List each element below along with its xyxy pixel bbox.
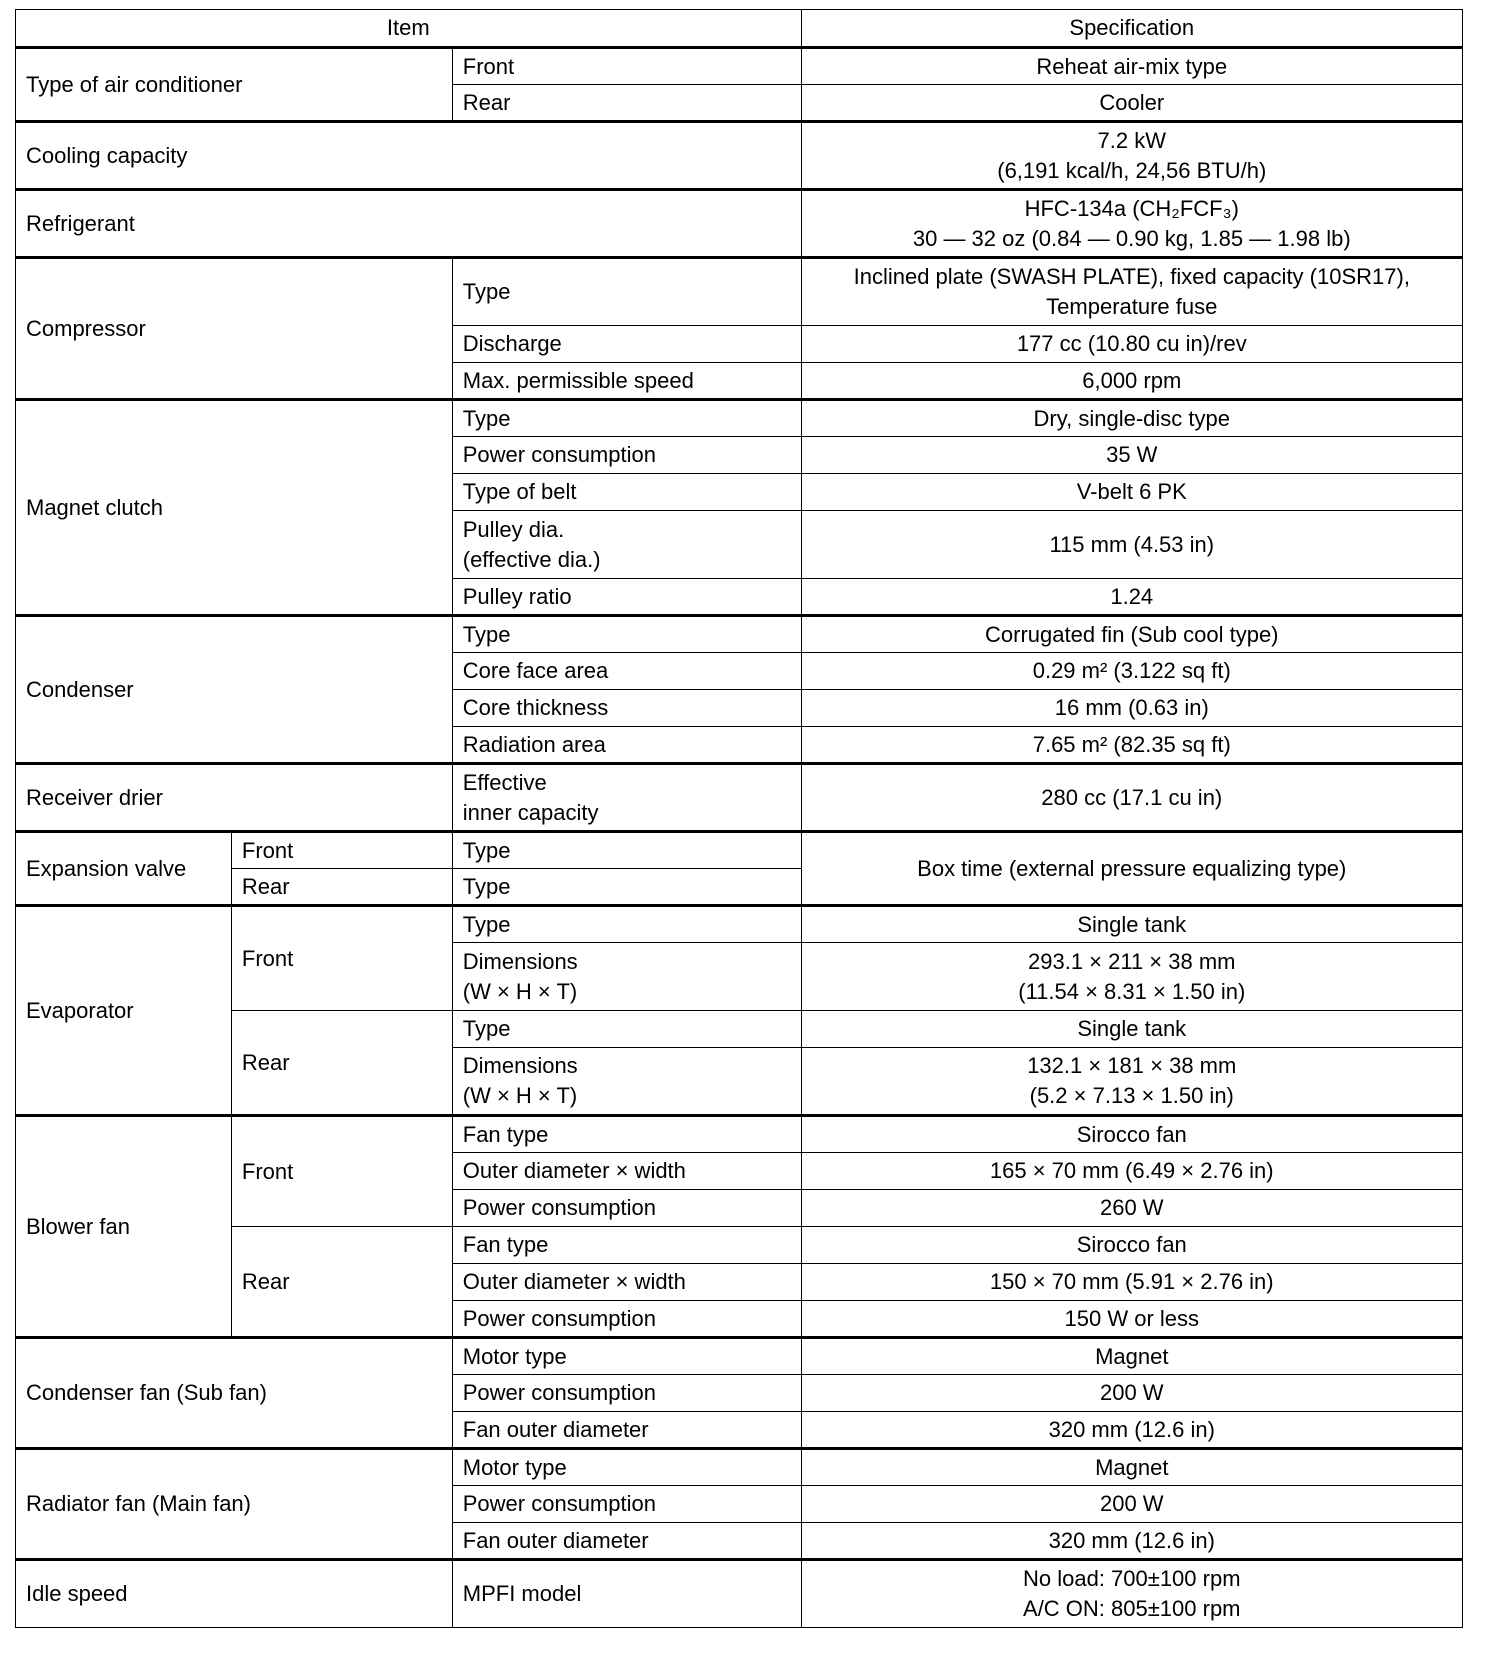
item-cooling-capacity: Cooling capacity (16, 122, 802, 190)
text-line: Power consumption (462, 1380, 656, 1405)
spec-value (801, 1375, 1462, 1412)
text-line: Max. permissible speed (462, 367, 694, 393)
table-row (16, 1011, 1463, 1048)
table-row (16, 832, 1463, 869)
text-line: Pulley dia. (462, 516, 565, 542)
sub-item-type-of-belt (452, 474, 801, 511)
item-compressor: Compressor (16, 258, 453, 400)
spec-value (801, 326, 1462, 363)
text-line: HFC-134a (CH₂FCF₃) (1024, 195, 1239, 221)
sub-item-pulley-ratio (452, 579, 801, 616)
spec-value (801, 190, 1462, 258)
table-row (16, 1338, 1463, 1375)
section-rear: Rear (231, 1011, 452, 1116)
sub-item-fan-type (452, 1227, 801, 1264)
text-line: Sirocco fan (1076, 1232, 1187, 1257)
spec-value (801, 943, 1462, 1011)
sub-item-front (452, 48, 801, 85)
spec-value (801, 653, 1462, 690)
spec-value (801, 579, 1462, 616)
text-line: 132.1 × 181 × 38 mm (1027, 1053, 1237, 1078)
spec-value (801, 832, 1462, 906)
spec-value (801, 1116, 1462, 1153)
text-line: Temperature fuse (1046, 294, 1218, 319)
section-rear: Rear (231, 1227, 452, 1338)
text-line: Rear (462, 89, 511, 115)
spec-value (801, 400, 1462, 437)
sub-item-fan-outer-diameter (452, 1412, 801, 1449)
text-line: 6,000 rpm (1082, 367, 1182, 393)
text-line: No load: 700±100 rpm (1022, 1566, 1241, 1591)
sub-item-rear (452, 85, 801, 122)
text-line: Effective (462, 769, 547, 795)
spec-value (801, 1048, 1462, 1116)
text-line: Core face area (462, 658, 609, 683)
sub-item-power-consumption (452, 1375, 801, 1412)
spec-value (801, 511, 1462, 579)
section-front: Front (231, 906, 452, 1011)
spec-value (801, 1449, 1462, 1486)
sub-item-type (452, 400, 801, 437)
text-line: 1.24 (1110, 583, 1154, 609)
table-row (16, 1560, 1463, 1628)
spec-value (801, 1190, 1462, 1227)
table-row (16, 764, 1463, 832)
text-line: 293.1 × 211 × 38 mm (1028, 948, 1236, 974)
text-line: Power consumption (462, 1305, 656, 1331)
sub-item-power-consumption (452, 1486, 801, 1523)
sub-item-motor-type (452, 1449, 801, 1486)
text-line: (6,191 kcal/h, 24,56 BTU/h) (997, 157, 1267, 183)
sub-item-pulley-dia-effective-dia (452, 511, 801, 579)
sub-item-type (452, 869, 801, 906)
text-line: Fan outer diameter (462, 1527, 649, 1553)
section-rear: Rear (231, 869, 452, 906)
table-row (16, 258, 1463, 326)
text-line: 7.65 m² (82.35 sq ft) (1032, 731, 1231, 757)
text-line: Core thickness (462, 695, 609, 720)
item-idle-speed: Idle speed (16, 1560, 453, 1628)
header-specification: Specification (801, 10, 1462, 48)
text-line: Motor type (462, 1454, 567, 1480)
spec-value (801, 474, 1462, 511)
section-front: Front (231, 832, 452, 869)
text-line: Single tank (1077, 911, 1187, 937)
text-line: Type of belt (462, 479, 577, 504)
text-line: Front (462, 53, 515, 79)
text-line: Cooler (1099, 89, 1165, 115)
table-row (16, 190, 1463, 258)
item-evaporator: Evaporator (16, 906, 232, 1116)
item-expansion-valve: Expansion valve (16, 832, 232, 906)
text-line: inner capacity (462, 799, 599, 825)
text-line: Dry, single-disc type (1033, 405, 1230, 431)
spec-value (801, 1523, 1462, 1560)
sub-item-type (452, 1011, 801, 1048)
text-line: 35 W (1106, 442, 1158, 467)
spec-value (801, 616, 1462, 653)
text-line: 200 W (1099, 1491, 1164, 1516)
item-condenser: Condenser (16, 616, 453, 764)
sub-item-discharge (452, 326, 801, 363)
text-line: Outer diameter × width (462, 1269, 686, 1294)
sub-item-radiation-area (452, 727, 801, 764)
text-line: 150 × 70 mm (5.91 × 2.76 in) (989, 1269, 1274, 1294)
table-row (16, 1227, 1463, 1264)
sub-item-power-consumption (452, 437, 801, 474)
spec-value (801, 1153, 1462, 1190)
item-condenser-fan-sub-fan: Condenser fan (Sub fan) (16, 1338, 453, 1449)
text-line: 320 mm (12.6 in) (1048, 1527, 1215, 1553)
text-line: 30 — 32 oz (0.84 — 0.90 kg, 1.85 — 1.98 lb) (912, 225, 1351, 251)
text-line: V-belt 6 PK (1076, 479, 1187, 504)
sub-item-dimensions-w-h-t (452, 1048, 801, 1116)
spec-value (801, 1011, 1462, 1048)
table-row (16, 906, 1463, 943)
sub-item-fan-type (452, 1116, 801, 1153)
text-line: Single tank (1077, 1016, 1187, 1041)
table-row (16, 1449, 1463, 1486)
text-line: 0.29 m² (3.122 sq ft) (1032, 658, 1231, 683)
text-line: (5.2 × 7.13 × 1.50 in) (1029, 1083, 1234, 1108)
text-line: Fan outer diameter (462, 1416, 649, 1442)
sub-item-fan-outer-diameter (452, 1523, 801, 1560)
item-type-of-air-conditioner: Type of air conditioner (16, 48, 453, 122)
table-row (16, 616, 1463, 653)
item-blower-fan: Blower fan (16, 1116, 232, 1338)
spec-value (801, 1301, 1462, 1338)
spec-value (801, 85, 1462, 122)
sub-item-type (452, 832, 801, 869)
spec-value (801, 1412, 1462, 1449)
text-line: Power consumption (462, 1195, 656, 1220)
text-line: Power consumption (462, 1491, 656, 1516)
specification-table (15, 9, 1463, 1628)
spec-value (801, 48, 1462, 85)
sub-item-core-face-area (452, 653, 801, 690)
spec-value (801, 906, 1462, 943)
text-line: 165 × 70 mm (6.49 × 2.76 in) (989, 1158, 1274, 1183)
text-line: 320 mm (12.6 in) (1048, 1416, 1215, 1442)
section-front: Front (231, 1116, 452, 1227)
text-line: (W × H × T) (462, 1083, 578, 1108)
text-line: 280 cc (17.1 cu in) (1041, 784, 1223, 810)
text-line: (11.54 × 8.31 × 1.50 in) (1018, 978, 1246, 1004)
spec-value (801, 122, 1462, 190)
text-line: Power consumption (462, 442, 656, 467)
text-line: Type (462, 911, 511, 937)
text-line: Pulley ratio (462, 583, 572, 609)
sub-item-type (452, 616, 801, 653)
sub-item-power-consumption (452, 1301, 801, 1338)
text-line: 260 W (1099, 1195, 1164, 1220)
sub-item-outer-diameter-width (452, 1153, 801, 1190)
spec-value (801, 258, 1462, 326)
spec-value (801, 1486, 1462, 1523)
spec-value (801, 690, 1462, 727)
sub-item-core-thickness (452, 690, 801, 727)
sub-item-effective-inner-capacity (452, 764, 801, 832)
text-line: Sirocco fan (1076, 1121, 1187, 1147)
text-line: (effective dia.) (462, 546, 601, 572)
item-magnet-clutch: Magnet clutch (16, 400, 453, 616)
text-line: Reheat air-mix type (1036, 53, 1228, 79)
spec-value (801, 727, 1462, 764)
table-row (16, 122, 1463, 190)
text-line: Dimensions (462, 1053, 578, 1078)
text-line: Type (462, 405, 511, 431)
text-line: Type (462, 1016, 511, 1041)
sub-item-motor-type (452, 1338, 801, 1375)
text-line: 177 cc (10.80 cu in)/rev (1016, 331, 1247, 356)
text-line: Fan type (462, 1232, 549, 1257)
text-line: A/C ON: 805±100 rpm (1023, 1596, 1241, 1621)
sub-item-type (452, 906, 801, 943)
sub-item-power-consumption (452, 1190, 801, 1227)
text-line: Corrugated fin (Sub cool type) (985, 621, 1279, 647)
spec-value (801, 1560, 1462, 1628)
spec-value (801, 437, 1462, 474)
header-item: Item (16, 10, 802, 48)
header-row (16, 10, 1463, 48)
text-line: Outer diameter × width (462, 1158, 686, 1183)
text-line: Type (462, 621, 511, 647)
text-line: 7.2 kW (1097, 127, 1166, 153)
text-line: 115 mm (4.53 in) (1049, 531, 1215, 557)
text-line: Motor type (462, 1343, 567, 1369)
sub-item-outer-diameter-width (452, 1264, 801, 1301)
text-line: (W × H × T) (462, 978, 578, 1004)
text-line: Inclined plate (SWASH PLATE), fixed capacity (10SR17), (853, 264, 1410, 289)
text-line: Dimensions (462, 948, 578, 974)
sub-item-dimensions-w-h-t (452, 943, 801, 1011)
item-radiator-fan-main-fan: Radiator fan (Main fan) (16, 1449, 453, 1560)
spec-value (801, 1338, 1462, 1375)
sub-item-max-permissible-speed (452, 363, 801, 400)
text-line: 150 W or less (1064, 1305, 1200, 1331)
item-receiver-drier: Receiver drier (16, 764, 453, 832)
table-row (16, 48, 1463, 85)
text-line: Radiation area (462, 731, 606, 757)
table-row (16, 1116, 1463, 1153)
text-line: 16 mm (0.63 in) (1054, 695, 1209, 720)
text-line: Magnet (1095, 1343, 1169, 1369)
text-line: Type (462, 837, 511, 863)
text-line: Fan type (462, 1121, 549, 1147)
text-line: Type (462, 873, 511, 899)
text-line: MPFI model (462, 1581, 582, 1606)
table-row (16, 400, 1463, 437)
spec-value (801, 363, 1462, 400)
text-line: 200 W (1099, 1380, 1164, 1405)
text-line: Type (462, 279, 511, 304)
spec-value (801, 764, 1462, 832)
text-line: Discharge (462, 331, 562, 356)
text-line: Box time (external pressure equalizing type) (917, 855, 1347, 881)
spec-value (801, 1264, 1462, 1301)
item-refrigerant: Refrigerant (16, 190, 802, 258)
text-line: Magnet (1095, 1454, 1169, 1480)
sub-item-mpfi-model (452, 1560, 801, 1628)
sub-item-type (452, 258, 801, 326)
spec-value (801, 1227, 1462, 1264)
